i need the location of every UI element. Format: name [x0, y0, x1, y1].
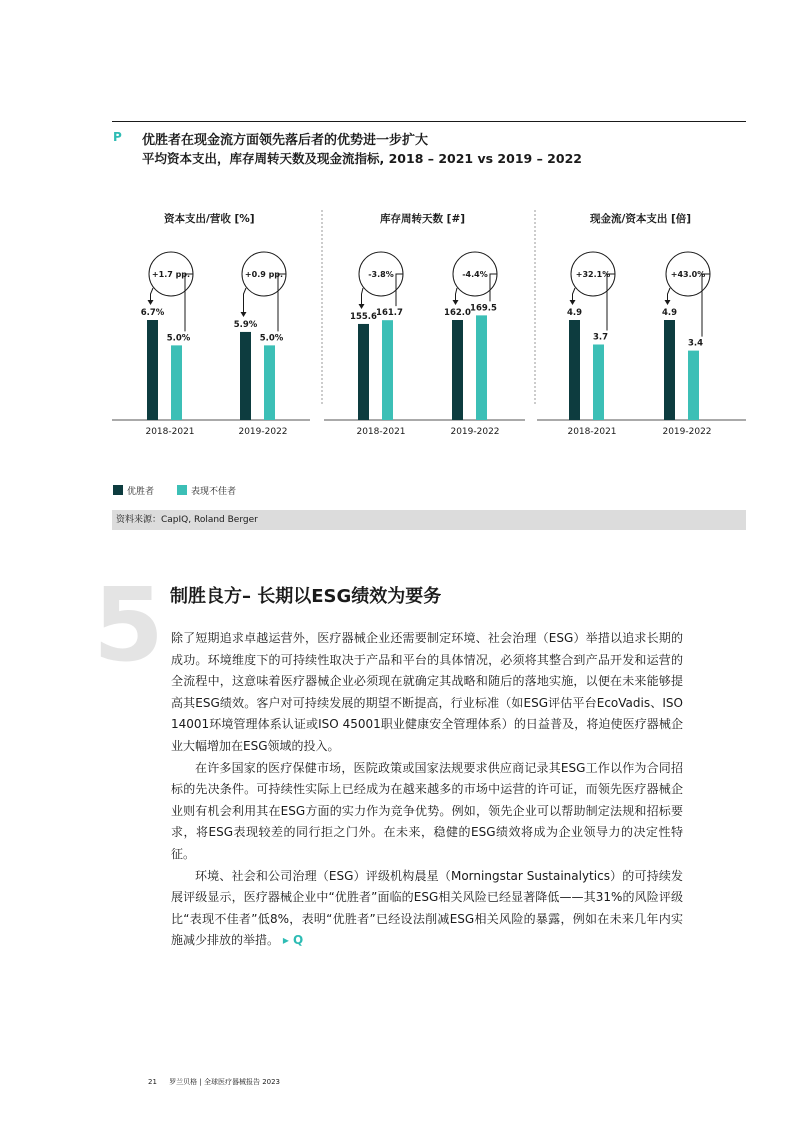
x-tick-label: 2018-2021 — [356, 427, 406, 437]
legend-loser — [177, 483, 236, 497]
data-label-winner: 162.0 — [444, 308, 471, 318]
bar-winner — [240, 332, 251, 420]
body-text — [171, 628, 683, 952]
bar-winner — [147, 320, 158, 420]
bar-winner — [664, 320, 675, 420]
arrow-head — [453, 300, 459, 305]
delta-label: +0.9 pp. — [244, 270, 284, 279]
panel-title: 资本支出/营收 [%] — [164, 213, 255, 225]
bar-loser — [171, 345, 182, 420]
page-footer — [148, 1077, 280, 1087]
bar-winner — [569, 320, 580, 420]
data-label-loser: 161.7 — [376, 308, 403, 319]
paragraph-3 — [171, 866, 683, 952]
footer-title: 罗兰贝格 | 全球医疗器械报告 2023 — [169, 1078, 281, 1086]
data-label-winner: 155.6 — [350, 311, 377, 322]
panel-title: 库存周转天数 [#] — [380, 213, 466, 225]
next-section-link[interactable]: ▸ Q — [282, 933, 304, 948]
delta-label: +43.0% — [670, 270, 706, 279]
data-label-winner: 4.9 — [661, 308, 678, 318]
bar-loser — [476, 315, 487, 420]
legend-winner-label: 优胜者 — [127, 486, 155, 497]
panel-title: 现金流/资本支出 [倍] — [590, 213, 692, 225]
bar-winner — [452, 320, 463, 420]
data-label-loser: 5.0% — [166, 333, 191, 344]
source-note: 资料来源：CapIQ, Roland Berger — [112, 510, 746, 530]
data-label-loser: 169.5 — [470, 303, 497, 314]
x-tick-label: 2019-2022 — [450, 427, 500, 437]
data-label-loser: 5.0% — [259, 333, 284, 344]
arrow-head — [241, 312, 247, 317]
legend-winner-swatch — [113, 485, 123, 495]
x-tick-label: 2019-2022 — [238, 427, 288, 437]
section-number: 5 — [93, 566, 164, 685]
data-label-winner: 4.9 — [566, 308, 583, 318]
data-label-winner: 6.7% — [140, 308, 165, 318]
paragraph-2: 在许多国家的医疗保健市场，医院政策或国家法规要求供应商记录其ESG工作以作为合同招标的先决条件。可持续性实际上已经成为在越来越多的市场中运营的许可证，而领先医疗器械企业则有机会利用其在ESG方面的实力作为竞争优势。例如，领先企业可以帮助制定法规和招标要求，将ESG表现较差的同行拒之门外。在未来，稳健的ESG绩效将成为企业领导力的决定性特征。 — [171, 760, 683, 861]
bar-chart-panels — [0, 0, 793, 470]
legend-winner — [113, 483, 154, 497]
arrow-head — [359, 304, 365, 309]
bar-winner — [358, 324, 369, 420]
x-tick-label: 2019-2022 — [662, 427, 712, 437]
paragraph-3-text: 环境、社会和公司治理（ESG）评级机构晨星（Morningstar Sustainalytics）的可持续发展评级显示，医疗器械企业中“优胜者”面临的ESG相关风险已经显著降低——其31%的风险评级比“表现不佳者”低8%，表明“优胜者”已经设法削减ESG相关风险的暴露，例如在未来几年内实施减少排放的举措。 — [171, 868, 683, 948]
figure-subtitle: 平均资本支出，库存周转天数及现金流指标, 2018 – 2021 vs 2019 – 2022 — [142, 151, 582, 166]
delta-label: -3.8% — [368, 270, 394, 279]
arrow-head — [148, 300, 154, 305]
arrow-head — [665, 300, 671, 305]
data-label-loser: 3.4 — [687, 338, 704, 349]
bar-loser — [593, 344, 604, 420]
figure-title: 优胜者在现金流方面领先落后者的优势进一步扩大 — [142, 133, 429, 148]
data-label-winner: 5.9% — [233, 319, 258, 330]
delta-label: +32.1% — [575, 270, 611, 279]
arrow-line — [244, 288, 247, 316]
paragraph-1: 除了短期追求卓越运营外，医疗器械企业还需要制定环境、社会治理（ESG）举措以追求长期的成功。环境维度下的可持续性取决于产品和平台的具体情况，必须将其整合到产品开发和运营的全流程中，这意味着医疗器械企业必须现在就确定其战略和随后的落地实施，以便在未来能够提高其ESG绩效。客户对可持续发展的期望不断提高，行业标准（如ESG评估平台EcoVadis、ISO 14001环境管理体系认证或ISO 45001职业健康安全管理体系）的日益普及，将迫使医疗器械企业大幅增加在ESG领域的投入。 — [171, 631, 683, 753]
bar-loser — [264, 345, 275, 420]
delta-label: -4.4% — [462, 270, 488, 279]
section-title: 制胜良方– 长期以ESG绩效为要务 — [170, 586, 442, 607]
legend-loser-label: 表现不佳者 — [191, 486, 237, 497]
delta-label: +1.7 pp. — [151, 270, 191, 279]
bar-loser — [382, 320, 393, 420]
data-label-loser: 3.7 — [592, 332, 609, 343]
x-tick-label: 2018-2021 — [145, 427, 195, 437]
arrow-head — [570, 300, 576, 305]
figure-letter: P — [113, 130, 122, 144]
x-tick-label: 2018-2021 — [567, 427, 617, 437]
page-number: 21 — [148, 1078, 157, 1086]
legend-loser-swatch — [177, 485, 187, 495]
bar-loser — [688, 351, 699, 420]
